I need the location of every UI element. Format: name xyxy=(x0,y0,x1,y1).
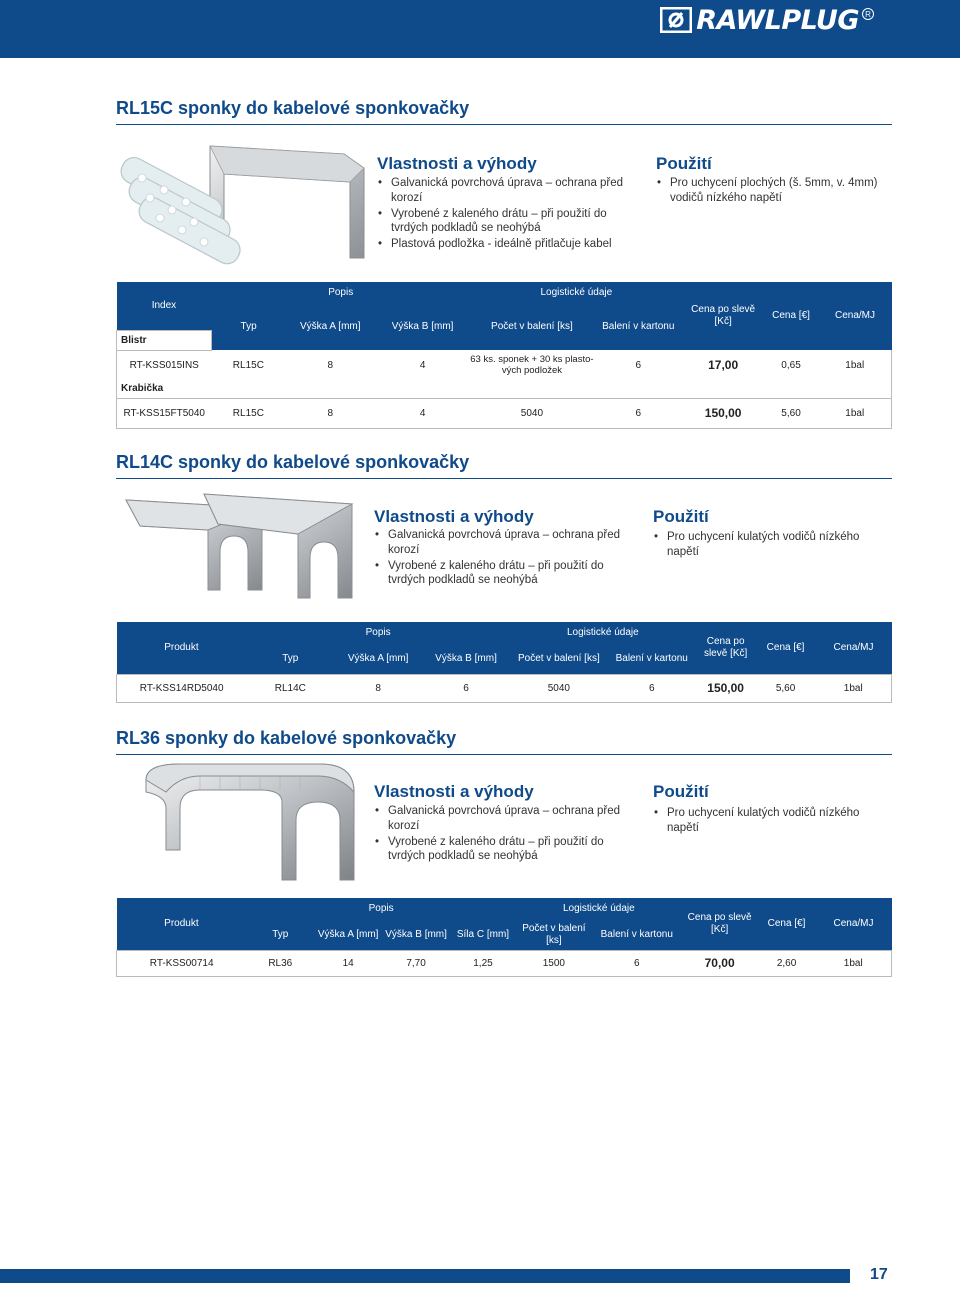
col-cena-sleva: Cena po slevě [Kč] xyxy=(683,282,764,350)
feature-item: • Vyrobené z kaleného drátu – při použití do tvrdých podkladů se neohýbá xyxy=(377,207,627,236)
cell-typ: RL14C xyxy=(274,682,306,694)
col-typ: Typ xyxy=(246,920,314,950)
cell-a: 8 xyxy=(327,407,334,419)
col-cena-sleva: Cena po slevě [Kč] xyxy=(682,898,758,950)
header-bar xyxy=(0,0,960,58)
col-cena-mj: Cena/MJ xyxy=(819,282,892,350)
col-group-popis: Popis xyxy=(211,282,470,304)
col-group-popis: Popis xyxy=(246,898,516,920)
col-cena-mj: Cena/MJ xyxy=(816,898,892,950)
cell-eur: 5,60 xyxy=(781,407,801,419)
features-list xyxy=(374,804,624,865)
feature-item: • Vyrobené z kaleného drátu – při použití do tvrdých podkladů se neohýbá xyxy=(374,835,624,864)
cell-baleni: 6 xyxy=(635,359,642,371)
col-baleni: Balení v kartonu xyxy=(592,920,682,950)
cell-mj: 1bal xyxy=(845,359,865,371)
cell-eur: 0,65 xyxy=(781,359,801,371)
footer-bar xyxy=(0,1269,850,1283)
col-cena-eur: Cena [€] xyxy=(756,622,816,674)
cell-typ: RL36 xyxy=(268,957,293,969)
section-title-rl14c: RL14C sponky do kabelové sponkovačky xyxy=(116,452,470,472)
cell-index: RT-KSS15FT5040 xyxy=(123,407,205,419)
col-produkt: Produkt xyxy=(117,898,247,950)
cell-mj: 1bal xyxy=(843,957,863,969)
col-group-logistic: Logistické údaje xyxy=(510,622,696,644)
table-row xyxy=(117,350,892,380)
group-label-krabicka: Krabička xyxy=(121,383,164,395)
features-title: Vlastnosti a výhody xyxy=(377,154,537,173)
col-typ: Typ xyxy=(246,644,334,674)
cell-typ: RL15C xyxy=(232,359,264,371)
col-vyska-b: Výška B [mm] xyxy=(375,304,470,350)
cell-cena: 17,00 xyxy=(708,358,739,372)
cell-mj: 1bal xyxy=(845,407,865,419)
col-cena-eur: Cena [€] xyxy=(764,282,819,350)
col-baleni: Balení v kartonu xyxy=(608,644,696,674)
usage-list xyxy=(653,806,893,837)
cell-a: 8 xyxy=(375,682,381,694)
cell-produkt: RT-KSS00714 xyxy=(149,957,214,969)
cell-b: 4 xyxy=(419,407,426,419)
usage-list xyxy=(656,176,886,207)
col-pocet: Počet v balení [ks] xyxy=(510,644,608,674)
section-title-rl36: RL36 sponky do kabelové sponkovačky xyxy=(116,728,457,748)
cell-baleni: 6 xyxy=(635,407,642,419)
col-sila-c: Síla C [mm] xyxy=(450,920,516,950)
group-label-blistr: Blistr xyxy=(117,330,212,350)
cell-b: 4 xyxy=(419,359,426,371)
rl36-table xyxy=(116,898,892,977)
cell-pocet: 5040 xyxy=(520,407,544,419)
features-list xyxy=(377,176,627,253)
usage-item: • Pro uchycení plochých (š. 5mm, v. 4mm) vodičů nízkého napětí xyxy=(656,176,886,205)
col-cena-eur: Cena [€] xyxy=(758,898,816,950)
features-title: Vlastnosti a výhody xyxy=(374,507,534,526)
cell-index: RT-KSS015INS xyxy=(129,359,199,371)
col-index: Index xyxy=(117,282,212,330)
rl14c-product-image xyxy=(112,490,367,608)
cell-cena: 150,00 xyxy=(704,406,742,420)
usage-title: Použití xyxy=(653,782,709,801)
col-cena-sleva: Cena po slevě [Kč] xyxy=(696,622,756,674)
cell-b: 6 xyxy=(463,682,469,694)
cell-eur: 2,60 xyxy=(776,957,797,969)
cell-baleni: 6 xyxy=(648,682,655,694)
rawlplug-logo-icon xyxy=(660,7,692,33)
rl15c-table xyxy=(116,282,892,429)
col-baleni: Balení v kartonu xyxy=(594,304,683,350)
col-pocet: Počet v balení [ks] xyxy=(470,304,594,350)
col-typ: Typ xyxy=(211,304,285,350)
brand-logo xyxy=(660,4,874,36)
col-group-logistic: Logistické údaje xyxy=(516,898,682,920)
feature-item: • Galvanická povrchová úprava – ochrana před korozí xyxy=(377,176,627,205)
cell-c: 1,25 xyxy=(473,957,493,969)
cell-pocet: 5040 xyxy=(547,682,570,694)
cell-pocet: 1500 xyxy=(542,957,565,969)
cell-b: 7,70 xyxy=(406,957,426,969)
feature-item: • Galvanická povrchová úprava – ochrana před korozí xyxy=(374,528,624,557)
cell-pocet: 63 ks. sponek + 30 ks plasto-vých podložek xyxy=(470,354,594,376)
features-list xyxy=(374,528,624,589)
section-title-rl15c: RL15C sponky do kabelové sponkovačky xyxy=(116,98,470,118)
table-row xyxy=(117,950,892,976)
col-vyska-a: Výška A [mm] xyxy=(334,644,422,674)
section-divider xyxy=(116,124,892,125)
col-vyska-b: Výška B [mm] xyxy=(382,920,450,950)
rl15c-product-image xyxy=(112,140,367,265)
col-vyska-b: Výška B [mm] xyxy=(422,644,510,674)
usage-item: • Pro uchycení kulatých vodičů nízkého napětí xyxy=(653,530,893,559)
cell-eur: 5,60 xyxy=(775,682,796,694)
col-vyska-a: Výška A [mm] xyxy=(285,304,375,350)
section-divider xyxy=(116,754,892,755)
logo-text: RAWLPLUG xyxy=(696,4,859,36)
cell-a: 14 xyxy=(342,957,354,969)
usage-item: • Pro uchycení kulatých vodičů nízkého napětí xyxy=(653,806,893,835)
usage-title: Použití xyxy=(656,154,712,173)
cell-baleni: 6 xyxy=(633,957,640,969)
feature-item: • Plastová podložka - ideálně přitlačuje kabel xyxy=(377,237,627,252)
cell-mj: 1bal xyxy=(843,682,863,694)
usage-list xyxy=(653,530,893,561)
cell-produkt: RT-KSS14RD5040 xyxy=(139,682,224,694)
col-group-logistic: Logistické údaje xyxy=(470,282,683,304)
section-divider xyxy=(116,478,892,479)
col-pocet: Počet v balení [ks] xyxy=(516,920,592,950)
cell-cena: 70,00 xyxy=(704,956,735,970)
cell-typ: RL15C xyxy=(232,407,264,419)
col-group-popis: Popis xyxy=(246,622,510,644)
feature-item: • Vyrobené z kaleného drátu – při použití do tvrdých podkladů se neohýbá xyxy=(374,559,624,588)
features-title: Vlastnosti a výhody xyxy=(374,782,534,801)
col-cena-mj: Cena/MJ xyxy=(816,622,892,674)
registered-mark: R xyxy=(862,8,874,20)
table-row xyxy=(117,398,892,428)
rl14c-table xyxy=(116,622,892,703)
rl36-product-image xyxy=(140,762,370,884)
page-number: 17 xyxy=(870,1266,888,1283)
table-row xyxy=(117,674,892,702)
cell-a: 8 xyxy=(327,359,334,371)
usage-title: Použití xyxy=(653,507,709,526)
cell-cena: 150,00 xyxy=(707,681,744,695)
col-produkt: Produkt xyxy=(117,622,247,674)
feature-item: • Galvanická povrchová úprava – ochrana před korozí xyxy=(374,804,624,833)
col-vyska-a: Výška A [mm] xyxy=(314,920,382,950)
